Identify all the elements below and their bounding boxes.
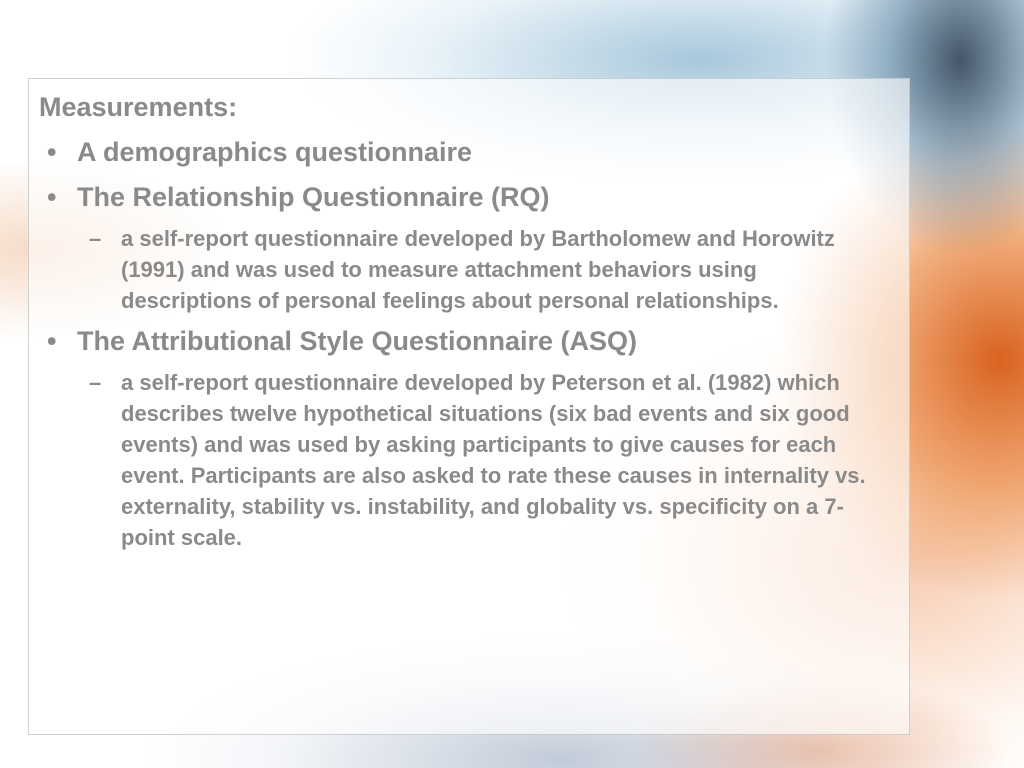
sub-bullet-marker: – [89,226,102,251]
sub-bullet-text: a self-report questionnaire developed by Bartholomew and Horowitz (1991) and was used to measure attachment behaviors using descriptions of personal feelings about personal relationships. [121,226,835,313]
sub-bullet-asq [39,367,897,553]
bullet-marker: • [47,326,57,356]
sub-bullet-rq [39,223,897,316]
bullet-item-asq [39,321,897,361]
content-panel [28,78,910,735]
bullet-item-rq [39,177,897,217]
slide-heading: Measurements: [39,92,238,122]
bullet-text: A demographics questionnaire [77,137,473,167]
bullet-item-demographics [39,132,897,172]
sub-bullet-text: a self-report questionnaire developed by Peterson et al. (1982) which describes twelve hypothetical situations (six bad events and six good events) and was used by asking participants to give causes for each event. Participants are also asked to rate these causes in internality vs. externality, stability vs. instability, and globality vs. specificity on a 7-point scale. [121,370,866,550]
bullet-marker: • [47,137,57,167]
sub-bullet-marker: – [89,370,102,395]
bullet-marker: • [47,182,57,212]
bullet-text: The Relationship Questionnaire (RQ) [77,182,550,212]
bullet-text: The Attributional Style Questionnaire (ASQ) [77,326,638,356]
